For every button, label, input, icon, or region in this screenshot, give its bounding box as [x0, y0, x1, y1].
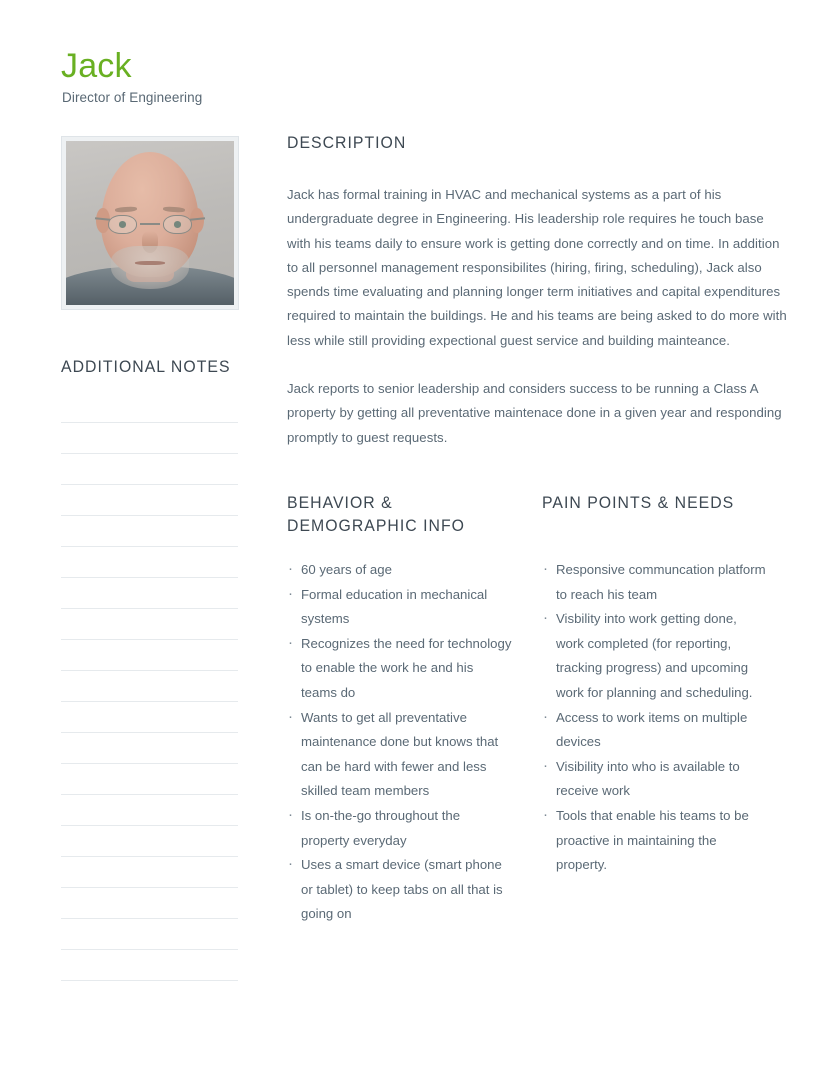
- description-paragraph: Jack reports to senior leadership and considers success to be running a Class A property by getting all preventative maintenace done in a given year and responding promptly to guest requests.: [287, 381, 782, 445]
- note-line[interactable]: [61, 702, 238, 733]
- note-line[interactable]: [61, 640, 238, 671]
- note-line[interactable]: [61, 392, 238, 423]
- left-column: [61, 136, 239, 981]
- portrait-ear-right: [190, 208, 203, 233]
- note-line[interactable]: [61, 764, 238, 795]
- list-item: · Formal education in mechanical systems: [287, 583, 512, 632]
- list-item: · Responsive communcation platform to reach his team: [542, 558, 767, 607]
- portrait-beard: [111, 246, 188, 289]
- note-line[interactable]: [61, 733, 238, 764]
- note-line[interactable]: [61, 795, 238, 826]
- list-item: · Wants to get all preventative maintenance done but knows that can be hard with fewer and less skilled team members: [287, 706, 512, 804]
- persona-header: [61, 46, 461, 108]
- pain-points-title: PAIN POINTS & NEEDS: [542, 493, 735, 512]
- portrait-photo: [66, 141, 234, 305]
- list-item: · Is on-the-go throughout the property everyday: [287, 804, 512, 853]
- portrait-glasses-lens-left: [108, 215, 137, 235]
- lower-columns: [287, 491, 797, 927]
- pain-points-list: [542, 558, 767, 878]
- list-item: · Tools that enable his teams to be proactive in maintaining the property.: [542, 804, 767, 878]
- note-line[interactable]: [61, 547, 238, 578]
- avatar: [61, 136, 239, 310]
- description-section: [287, 131, 787, 450]
- note-line[interactable]: [61, 950, 238, 981]
- note-line[interactable]: [61, 826, 238, 857]
- description-paragraph: Jack has formal training in HVAC and mechanical systems as a part of his undergraduate degree in Engineering. His leadership role requires he touch base with his teams daily to ensure work is getting done correctly and on time. In addition to all personnel management responsibilites (hiring, firing, scheduling), Jack also spends time evaluating and planning longer term initiatives and capital expenditures required to maintain the buildings. He and his teams are being asked to do more with less while still providing expectional guest service and building mainteance.: [287, 187, 787, 348]
- note-line[interactable]: [61, 609, 238, 640]
- note-line[interactable]: [61, 857, 238, 888]
- note-line[interactable]: [61, 578, 238, 609]
- persona-role: Director of Engineering: [62, 90, 203, 105]
- pain-points-section: [542, 491, 797, 927]
- portrait-glasses-lens-right: [163, 215, 192, 235]
- additional-notes-title: ADDITIONAL NOTES: [61, 357, 231, 376]
- description-title: DESCRIPTION: [287, 133, 407, 152]
- note-line[interactable]: [61, 485, 238, 516]
- note-line[interactable]: [61, 454, 238, 485]
- list-item: · Visibility into who is available to receive work: [542, 755, 767, 804]
- page-title: Jack: [61, 47, 132, 85]
- note-line[interactable]: [61, 516, 238, 547]
- list-item: · Recognizes the need for technology to enable the work he and his teams do: [287, 632, 512, 706]
- additional-notes-lines[interactable]: [61, 392, 238, 981]
- note-line[interactable]: [61, 423, 238, 454]
- portrait-glasses-bridge: [140, 223, 160, 225]
- behavior-list: [287, 558, 512, 927]
- portrait-mouth: [135, 261, 165, 265]
- note-line[interactable]: [61, 671, 238, 702]
- note-line[interactable]: [61, 919, 238, 950]
- behavior-section: [287, 491, 542, 927]
- behavior-title: BEHAVIOR & DEMOGRAPHIC INFO: [287, 493, 465, 535]
- note-line[interactable]: [61, 888, 238, 919]
- list-item: · Visbility into work getting done, work completed (for reporting, tracking progress) and upcoming work for planning and scheduling.: [542, 607, 767, 705]
- list-item: · Access to work items on multiple devices: [542, 706, 767, 755]
- list-item: · 60 years of age: [287, 558, 512, 583]
- list-item: · Uses a smart device (smart phone or tablet) to keep tabs on all that is going on: [287, 853, 512, 927]
